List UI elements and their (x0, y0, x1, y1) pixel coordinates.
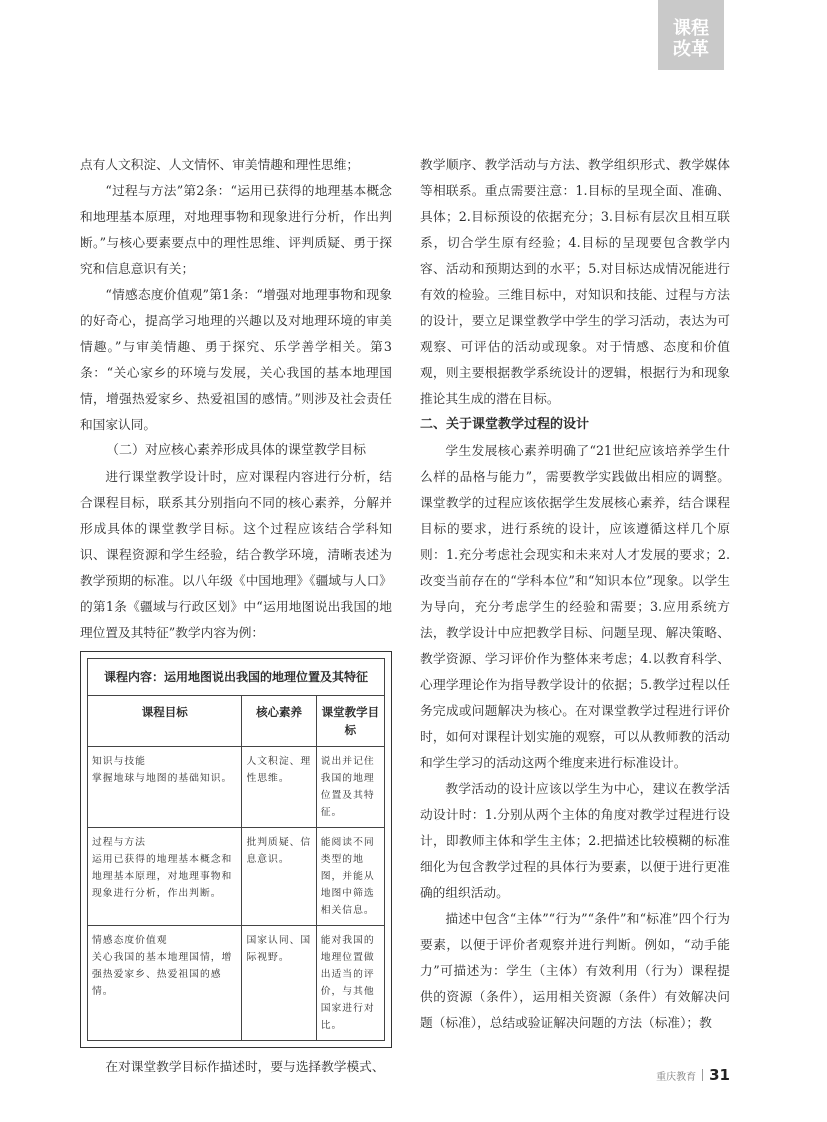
page-footer (620, 1065, 730, 1084)
target-cell: 说出并记住我国的地理位置及其特征。 (316, 747, 384, 828)
right-paragraph-4: 描述中包含“主体”“行为”“条件”和“标准”四个行为要素，以便于评价者观察并进行判断。例如，“动手能力”可描述为：学生（主体）有效利用（行为）课程提供的资源（条件），运用相关资源（条件）有效解决问题（标准），总结或验证解决问题的方法（标准）；教 (420, 911, 730, 1030)
section-tab-line1: 课程 (673, 18, 709, 39)
target-cell: 能对我国的地理位置做出适当的评价，与其他国家进行对比。 (316, 926, 384, 1041)
goal-cell (88, 747, 242, 828)
objectives-table-frame (80, 651, 392, 1048)
goal-text: 关心我国的基本地理国情，增强热爱家乡、热爱祖国的感情。 (92, 952, 233, 997)
goal-type: 知识与技能 (92, 756, 146, 767)
page-number: 31 (709, 1066, 730, 1084)
goal-text: 运用已获得的地理基本概念和地理基本原理，对地理事物和现象进行分析，作出判断。 (92, 854, 233, 899)
right-column (420, 152, 730, 1036)
table-header-target: 课堂教学目标 (316, 696, 384, 747)
table-header-literacy: 核心素养 (242, 696, 316, 747)
objectives-table (87, 658, 385, 1041)
table-row (88, 926, 385, 1041)
goal-cell (88, 926, 242, 1041)
left-paragraph-2: “过程与方法”第2条：“运用已获得的地理基本概念和地理基本原理，对地理事物和现象进行分析，作出判断。”与核心要素要点中的理性思维、评判质疑、勇于探究和信息意识有关； (80, 183, 392, 276)
table-caption: 课程内容：运用地图说出我国的地理位置及其特征 (88, 659, 385, 696)
section-tab-line2: 改革 (673, 39, 709, 60)
left-paragraph-5: 在对课堂教学目标作描述时，要与选择教学模式、 (105, 1059, 385, 1074)
section-heading: 二、关于课堂教学过程的设计 (420, 417, 590, 432)
goal-type: 情感态度价值观 (92, 935, 168, 946)
left-paragraph-1: 点有人文积淀、人文情怀、审美情趣和理性思维； (80, 157, 360, 172)
footer-divider (702, 1069, 703, 1081)
goal-text: 掌握地球与地图的基础知识。 (92, 773, 233, 784)
right-paragraph-2: 学生发展核心素养明确了“21世纪应该培养学生什么样的品格与能力”，需要教学实践做出相应的调整。课堂教学的过程应该依据学生发展核心素养，结合课程目标的要求，进行系统的设计，应该遵循这样几个原则：1.充分考虑社会现实和未来对人才发展的要求；2.改变当前存在的“学科本位”和“知识本位”现象。以学生为导向，充分考虑学生的经验和需要；3.应用系统方法，教学设计中应把教学目标、问题呈现、解决策略、教学资源、学习评价作为整体来考虑；4.以教育科学、心理学理论作为指导教学设计的依据；5.教学过程以任务完成或问题解决为核心。在对课堂教学过程进行评价时，如何对课程计划实施的观察，可以从教师教的活动和学生学习的活动这两个维度来进行标准设计。 (420, 443, 730, 770)
journal-name: 重庆教育 (656, 1072, 697, 1083)
table-row (88, 828, 385, 926)
literacy-cell: 批判质疑、信息意识。 (242, 828, 316, 926)
goal-cell (88, 828, 242, 926)
target-cell: 能阅读不同类型的地图，并能从地图中筛选相关信息。 (316, 828, 384, 926)
literacy-cell: 国家认同、国际视野。 (242, 926, 316, 1041)
section-tab (658, 0, 724, 70)
subsection-heading: （二）对应核心素养形成具体的课堂教学目标 (106, 443, 367, 458)
left-paragraph-3: “情感态度价值观”第1条：“增强对地理事物和现象的好奇心，提高学习地理的兴趣以及对地理环境的审美情趣。”与审美情趣、勇于探究、乐学善学相关。第3条：“关心家乡的环境与发展，关心我国的基本地理国情，增强热爱家乡、热爱祖国的感情。”则涉及社会责任和国家认同。 (80, 287, 392, 432)
left-paragraph-4: 进行课堂教学设计时，应对课程内容进行分析，结合课程目标，联系其分别指向不同的核心素养，分解并形成具体的课堂教学目标。这个过程应该结合学科知识、课程资源和学生经验，结合教学环境，清晰表述为教学预期的标准。以八年级《中国地理》《疆域与人口》的第1条《疆域与行政区划》中“运用地图说出我国的地理位置及其特征”教学内容为例： (80, 469, 392, 640)
goal-type: 过程与方法 (92, 837, 146, 848)
left-column (80, 152, 392, 1080)
table-row (88, 747, 385, 828)
table-header-goal: 课程目标 (88, 696, 242, 747)
right-paragraph-3: 教学活动的设计应该以学生为中心，建议在教学活动设计时：1.分别从两个主体的角度对教学过程进行设计，即教师主体和学生主体；2.把描述比较模糊的标准细化为包含教学过程的具体行为要素，以便于进行更准确的组织活动。 (420, 781, 730, 900)
right-paragraph-1: 教学顺序、教学活动与方法、教学组织形式、教学媒体等相联系。重点需要注意：1.目标的呈现全面、准确、具体；2.目标预设的依据充分；3.目标有层次且相互联系，切合学生原有经验；4.目标的呈现要包含教学内容、活动和预期达到的水平；5.对目标达成情况能进行有效的检验。三维目标中，对知识和技能、过程与方法的设计，要立足课堂教学中学生的学习活动，表达为可观察、可评估的活动或现象。对于情感、态度和价值观，则主要根据教学系统设计的逻辑，根据行为和现象推论其生成的潜在目标。 (420, 157, 730, 406)
literacy-cell: 人文积淀、理性思维。 (242, 747, 316, 828)
